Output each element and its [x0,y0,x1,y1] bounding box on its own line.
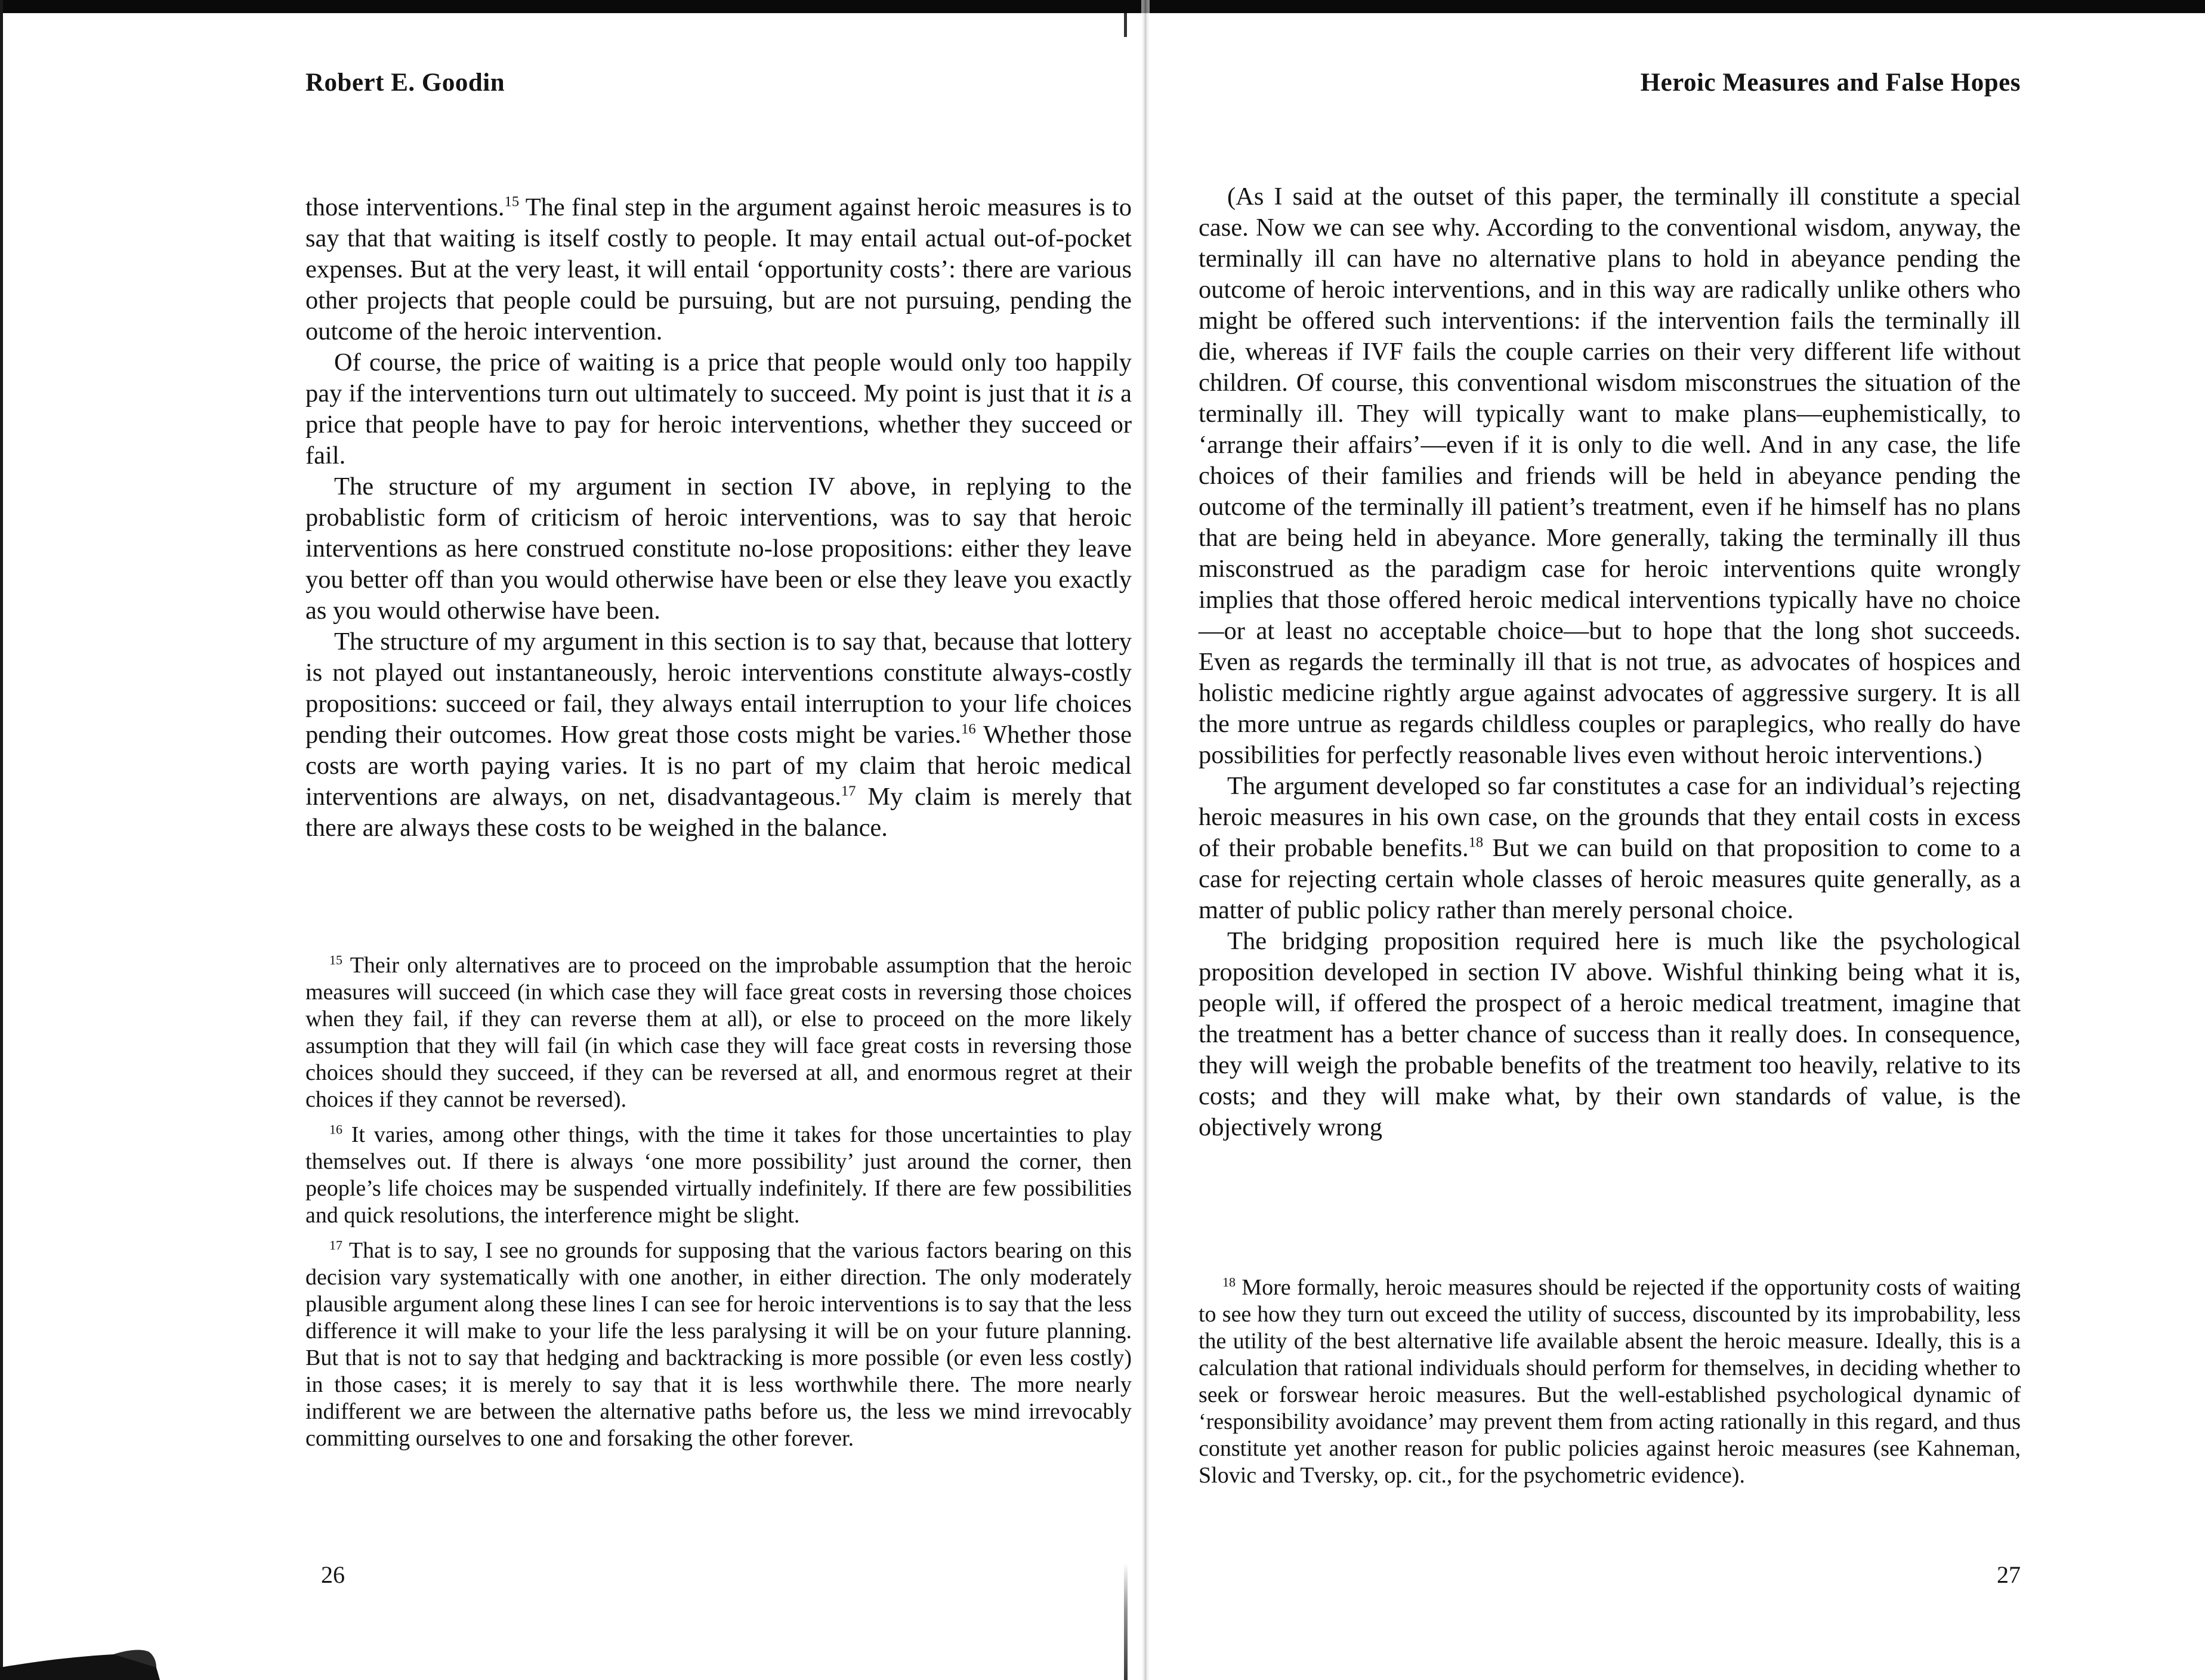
footnote-reference-16: 16 [961,721,976,737]
right-footnotes [1199,1274,2021,1497]
footnote-18 [1199,1274,2021,1489]
footnote-reference-17: 17 [841,783,856,799]
text-run: Of course, the price of waiting is a price that people would only too happily pay if the interventions turn out ultimately to succeed. My point is just that it [305,348,1132,407]
right-paragraph-3 [1199,926,2021,1143]
footnote-15 [305,952,1132,1113]
left-page [305,0,1132,1680]
footnote-reference-18: 18 [1222,1274,1236,1290]
running-head-title: Heroic Measures and False Hopes [1640,69,2021,97]
text-run: But we can build on that proposition to come to a case for rejecting certain whole classes of heroic measures quite generally, as a matter of public policy rather than merely personal choice. [1199,834,2021,924]
left-footnotes [305,952,1132,1460]
text-run: Whether those costs are worth paying varies. It is no part of my claim that heroic medical interventions are always, on net, disadvantageous. [305,721,1132,811]
left-paragraph-2 [305,347,1132,471]
page-number-left: 26 [321,1561,345,1588]
right-page [1199,0,2021,1680]
footnote-16 [305,1122,1132,1229]
emphasis-text: is [1097,379,1114,407]
text-run: The bridging proposition required here is much like the psychological proposition developed in section IV above. Wishful thinking being what it is, people will, if offered the prospect of a heroic medical treatment, imagine that the treatment has a better chance of success than it really does. In consequence, they will weigh the probable benefits of the treatment too heavily, relative to its costs; and they will make what, by their own standards of value, is the objectively wrong [1199,927,2021,1141]
text-run: (As I said at the outset of this paper, the terminally ill constitute a special case. Now we can see why. According to the conventional wisdom, anyway, the terminally ill can have no alternative plans to hold in abeyance pending the outcome of heroic interventions, and in this way are radically unlike others who might be offered such interventions: if the intervention fails the terminally ill die, whereas if IVF fails the couple carries on their very different life without children. Of course, this conventional wisdom misconstrues the situation of the terminally ill. They will typically want to make plans—euphemistically, to ‘arrange their affairs’—even if it is only to die well. And in any case, the life choices of their families and friends will be held in abeyance pending the outcome of the terminally ill patient’s treatment, even if he himself has no plans that are being held in abeyance. More generally, taking the terminally ill thus misconstrued as the paradigm case for heroic interventions quite wrongly implies that those offered heroic medical interventions typically have no choice—or at least no acceptable choice—but to hope that the long shot succeeds. Even as regards the terminally ill that is not true, as advocates of hospices and holistic medicine rightly argue against advocates of aggressive surgery. It is all the more untrue as regards childless couples or paraplegics, who really do have possibilities for perfectly reasonable lives even without heroic interventions.) [1199,183,2021,769]
right-paragraph-2 [1199,771,2021,926]
scan-corner-smudge [0,1644,197,1680]
text-run: The final step in the argument against heroic measures is to say that that waiting is itself costly to people. It may entail actual out-of-pocket expenses. But at the very least, it will entail ‘opportunity costs’: there are various other projects that people could be pursuing, but are not pursuing, pending the outcome of the heroic intervention. [305,193,1132,345]
text-run: The structure of my argument in section IV above, in replying to the probablistic form of criticism of heroic interventions, was to say that heroic interventions as here construed constitute no-lose propositions: either they leave you better off than you would otherwise have been or else they leave you exactly as you would otherwise have been. [305,472,1132,625]
text-run: That is to say, I see no grounds for supposing that the various factors bearing on this decision vary systematically with one another, in either direction. The only moderately plausible argument along these lines I can see for heroic interventions is to say that the less difference it will make to your life the less paralysing it will be on your future planning. But that is not to say that hedging and backtracking is more possible (or even less costly) in those cases; it is merely to say that it is less worthwhile there. The more nearly indifferent we are between the alternative paths before us, the less we mind irrevocably committing ourselves to one and forsaking the other forever. [305,1238,1132,1451]
footnote-reference-15: 15 [329,952,343,968]
scan-border-left [0,0,3,1680]
text-run: those interventions. [305,193,505,221]
text-run: Their only alternatives are to proceed on the improbable assumption that the heroic measures will succeed (in which case they will face great costs in reversing those choices when they fail, if they can reverse them at all), or else to proceed on the more likely assumption that they will fail (in which case they will face great costs in reversing those choices should they succeed, if they can be reversed at all, and enormous regret at their choices if they cannot be reversed). [305,953,1132,1112]
left-paragraph-1 [305,192,1132,347]
text-run: My claim is merely that there are always these costs to be weighed in the balance. [305,783,1132,842]
footnote-17 [305,1237,1132,1452]
right-paragraph-1 [1199,181,2021,771]
footnote-reference-17: 17 [329,1237,343,1253]
text-run: It varies, among other things, with the time it takes for those uncertainties to play themselves out. If there is always ‘one more possibility’ just around the corner, then people’s life choices may be suspended virtually indefinitely. If there are few possibilities and quick resolutions, the interference might be slight. [305,1122,1132,1228]
footnote-reference-16: 16 [329,1122,343,1137]
text-run: a price that people have to pay for heroic interventions, whether they succeed or fail. [305,379,1132,470]
text-run: More formally, heroic measures should be rejected if the opportunity costs of waiting to see how they turn out exceed the utility of success, discounted by its improbability, less the utility of the best alternative life available absent the heroic measure. Ideally, this is a calculation that rational individuals should perform for themselves, in deciding whether to seek or forswear heroic measures. But the well-established psychological dynamic of ‘responsibility avoidance’ may prevent them from acting rationally in this regard, and thus constitute yet another reason for public policies against heroic measures (see Kahneman, Slovic and Tversky, op. cit., for the psychometric evidence). [1199,1275,2021,1488]
footnote-reference-18: 18 [1468,834,1484,851]
book-spine-gutter [1141,0,1150,1680]
left-paragraph-3 [305,471,1132,626]
text-run: The structure of my argument in this section is to say that, because that lottery is not played out instantaneously, heroic interventions constitute always-costly propositions: succeed or fail, they always entail interruption to your life choices pending their outcomes. How great those costs might be varies. [305,628,1132,749]
text-run: The argument developed so far constitutes a case for an individual’s rejecting heroic measures in his own case, on the grounds that they entail costs in excess of their probable benefits. [1199,772,2021,862]
right-body-text [1199,181,2021,1143]
footnote-reference-15: 15 [504,193,520,210]
page-number-right: 27 [1997,1561,2021,1588]
left-paragraph-4 [305,626,1132,844]
running-head-author: Robert E. Goodin [305,69,505,97]
left-body-text [305,192,1132,844]
